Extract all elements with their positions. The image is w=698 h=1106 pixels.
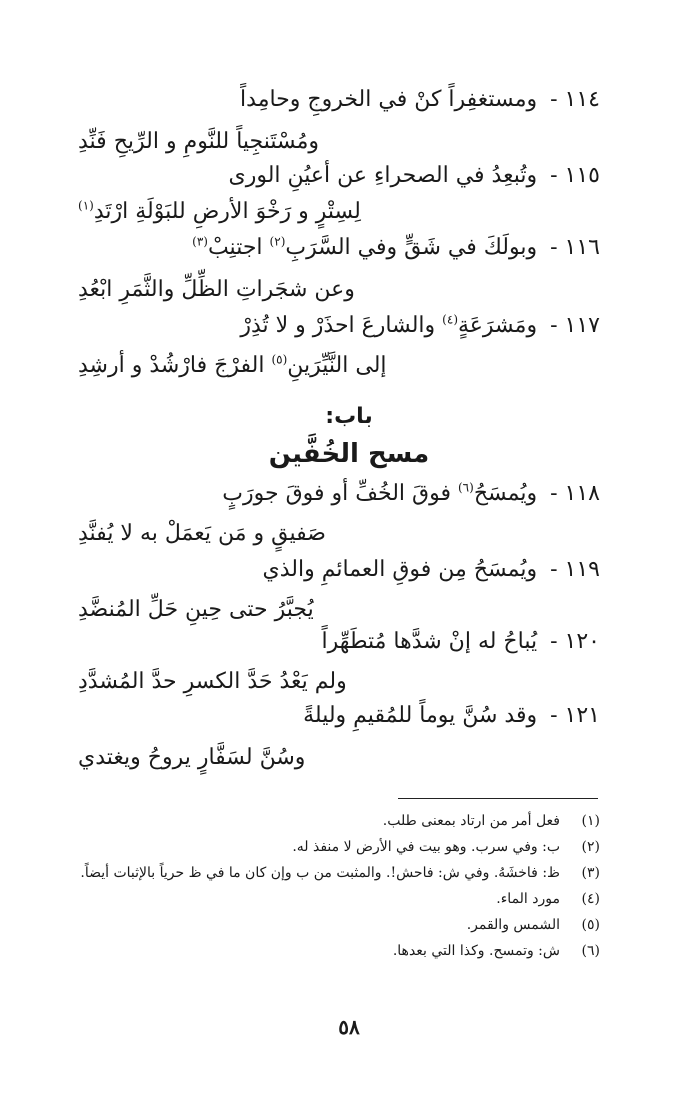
footnotes (80, 808, 600, 964)
footnote-item (80, 938, 600, 964)
footnote-marker: (١) (78, 198, 94, 213)
footnote-number: (٢) (581, 839, 600, 855)
footnote-text: ب: وفي سرب. وهو بيت في الأرض لا منفذ له. (292, 839, 560, 855)
hemistich-text: لِسِتْرٍ و رَخْوَ الأرضِ للبَوْلَةِ ارْتَدِ (93, 199, 361, 224)
verse-119-second-hemistich (78, 592, 314, 628)
verse-number: ١١٦ - (550, 235, 600, 260)
chapter-label: باب: (325, 404, 373, 429)
hemistich-text: وبولَكَ في شَقٍّ وفي السَّرَبِ (285, 235, 538, 260)
hemistich-text: وسُنَّ لسَفَّارٍ يروحُ ويغتدي (78, 745, 306, 770)
hemistich-text: وعن شجَراتِ الظِّلِّ والثَّمَرِ ابْعُدِ (78, 277, 355, 302)
footnote-text: مورد الماء. (496, 891, 560, 907)
footnote-text: الشمس والقمر. (466, 917, 560, 933)
footnote-marker: (٦) (457, 480, 474, 495)
footnote-number: (٥) (581, 917, 600, 933)
footnote-item (80, 912, 600, 938)
hemistich-text: ولم يَعْدُ حَدَّ الكسرِ حدَّ المُشدَّدِ (78, 669, 347, 694)
verse-number: ١٢١ - (550, 703, 600, 728)
verse-118-first-hemistich (222, 476, 600, 512)
verse-number: ١١٤ - (550, 87, 600, 112)
verse-119-first-hemistich (263, 552, 600, 588)
hemistich-text: ويُمسَحُ (473, 481, 538, 506)
verse-number: ١١٨ - (550, 481, 600, 506)
page-number: ٥٨ (338, 1015, 360, 1039)
hemistich-text: ومُسْتَنجِياً للنَّومِ و الرِّيحِ فَنِّدِ (78, 129, 320, 154)
footnote-separator (398, 798, 598, 799)
hemistich-text: والشارعَ احذَرْ و لا تُذِرْ (240, 313, 436, 338)
verse-116-first-hemistich (192, 230, 600, 266)
hemistich-text: ويُمسَحُ مِن فوقِ العمائمِ والذي (262, 557, 538, 582)
hemistich-text: وتُبعِدُ في الصحراءِ عن أعيُنِ الورى (228, 163, 538, 188)
footnote-marker: (٣) (192, 234, 208, 249)
hemistich-text: يُباحُ له إنْ شدَّها مُتطَهِّراً (321, 629, 538, 654)
verse-117-first-hemistich (240, 308, 600, 344)
footnote-marker: (٢) (269, 234, 286, 249)
verse-120-second-hemistich (78, 664, 347, 700)
footnote-number: (٤) (581, 891, 600, 907)
hemistich-text: صَفيقٍ و مَن يَعمَلْ به لا يُفنَّدِ (78, 521, 326, 546)
verse-121-second-hemistich (78, 740, 305, 776)
footnote-item (80, 808, 600, 834)
footnote-text: فعل أمر من ارتاد بمعنى طلب. (382, 813, 560, 829)
verse-120-first-hemistich (322, 624, 600, 660)
footnote-marker: (٤) (442, 312, 458, 327)
footnote-item (80, 886, 600, 912)
verse-114-second-hemistich (78, 124, 319, 160)
footnote-number: (٣) (581, 865, 600, 881)
verse-number: ١١٥ - (550, 163, 600, 188)
verse-115-second-hemistich (78, 194, 361, 230)
hemistich-text: فوقَ الخُفِّ أو فوقَ جورَبٍ (222, 481, 451, 506)
verse-117-second-hemistich (78, 348, 387, 384)
hemistich-text: يُجبَّرُ حتى حِينِ حَلِّ المُنضَّدِ (78, 597, 314, 622)
verse-number: ١١٩ - (550, 557, 600, 582)
footnote-text: ظ: فاخشَهُ. وفي ش: فاحش!. والمثبت من ب وإن كان ما في ظ حرياً بالإثبات أيضاً. (80, 865, 560, 881)
footnote-item (80, 834, 600, 860)
hemistich-text: إلى النَّيِّرَينِ (287, 353, 387, 378)
verse-116-second-hemistich (78, 272, 355, 308)
chapter-title: مسح الخُفَّين (268, 439, 430, 469)
verse-number: ١٢٠ - (550, 629, 600, 654)
hemistich-text: ومستغفِراً كنْ في الخروجِ وحامِداً (240, 87, 538, 112)
verse-121-first-hemistich (303, 698, 600, 734)
footnote-marker: (٥) (271, 352, 288, 367)
hemistich-text: وقد سُنَّ يوماً للمُقيمِ وليلةً (303, 703, 538, 728)
verse-115-first-hemistich (229, 158, 600, 194)
hemistich-text: الفرْجَ فارْشُدْ و أرشِدِ (78, 353, 265, 378)
verse-118-second-hemistich (78, 516, 326, 552)
hemistich-text: ومَشرَعَةٍ (458, 313, 538, 338)
hemistich-text: اجتنِبْ (207, 235, 263, 260)
footnote-item (80, 860, 600, 886)
verse-114-first-hemistich (240, 82, 600, 118)
footnote-text: ش: وتمسح. وكذا التي بعدها. (392, 943, 560, 959)
footnote-number: (٦) (581, 943, 600, 959)
footnote-number: (١) (581, 813, 600, 829)
verse-number: ١١٧ - (550, 313, 600, 338)
